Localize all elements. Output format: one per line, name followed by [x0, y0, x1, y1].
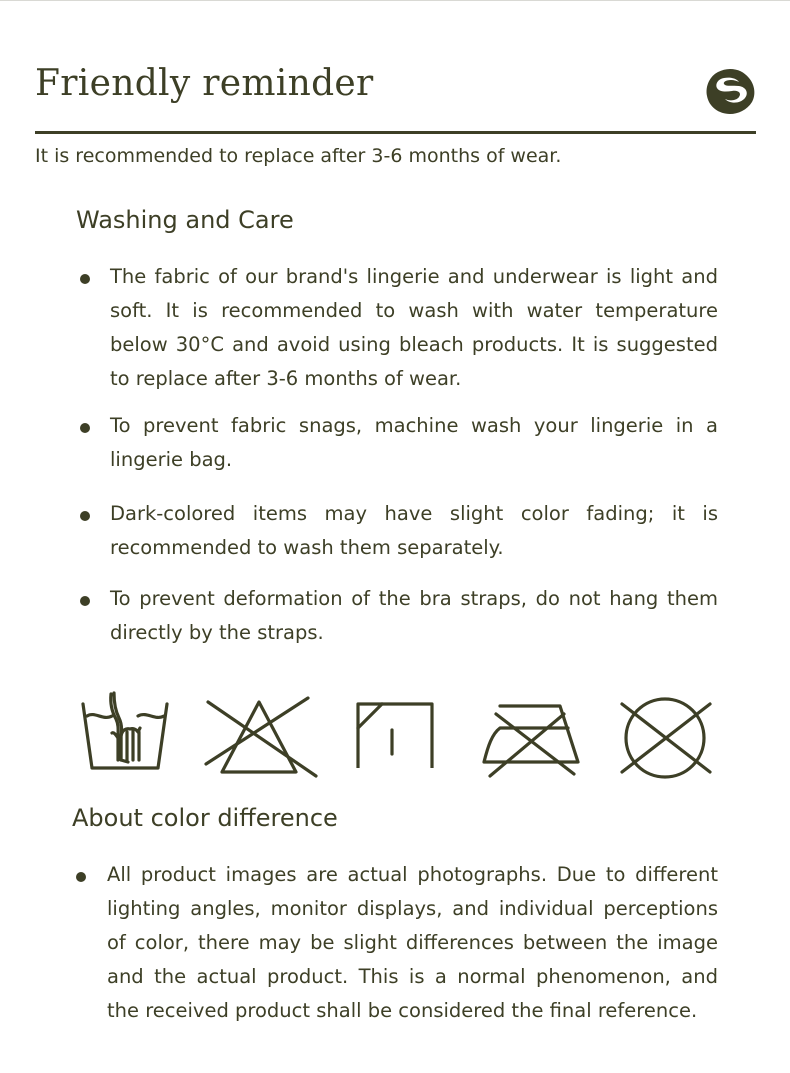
color-difference-heading: About color difference — [72, 804, 338, 832]
bullet-icon — [76, 872, 86, 882]
do-not-iron-icon — [478, 688, 582, 780]
bullet-icon — [80, 511, 90, 521]
list-item-text: To prevent fabric snags, machine wash your lingerie in a lingerie bag. — [110, 414, 718, 471]
care-symbols-row — [78, 688, 718, 780]
list-item — [80, 582, 718, 650]
list-item — [80, 260, 718, 396]
replacement-note: It is recommended to replace after 3-6 months of wear. — [35, 145, 562, 167]
list-item-text: Dark-colored items may have slight color fading; it is recommended to wash them separately. — [110, 502, 718, 559]
bullet-icon — [80, 274, 90, 284]
brand-swirl-logo-icon — [704, 66, 756, 116]
bullet-icon — [80, 596, 90, 606]
do-not-bleach-icon — [196, 688, 320, 780]
top-border — [0, 0, 790, 1]
hand-wash-icon — [78, 688, 172, 778]
color-difference-list — [76, 858, 718, 1028]
header-divider — [35, 131, 756, 134]
washing-care-list — [80, 260, 718, 650]
list-item — [76, 858, 718, 1028]
list-item — [80, 409, 718, 477]
bullet-icon — [80, 423, 90, 433]
list-item — [80, 497, 718, 565]
hang-dry-icon — [356, 688, 436, 768]
list-item-text: All product images are actual photographs. Due to different lighting angles, monitor displays, and individual perceptions of color, there may be slight differences between the image and the actual product. This is a normal phenomenon, and the received product shall be considered the final reference. — [107, 863, 718, 1022]
do-not-dry-clean-icon — [618, 688, 714, 780]
page-title: Friendly reminder — [35, 63, 374, 104]
washing-care-heading: Washing and Care — [76, 206, 294, 234]
list-item-text: To prevent deformation of the bra straps, do not hang them directly by the straps. — [110, 587, 718, 644]
list-item-text: The fabric of our brand's lingerie and underwear is light and soft. It is recommended to wash with water temperature below 30°C and avoid using bleach products. It is suggested to replace after 3-6 months of wear. — [110, 265, 718, 390]
